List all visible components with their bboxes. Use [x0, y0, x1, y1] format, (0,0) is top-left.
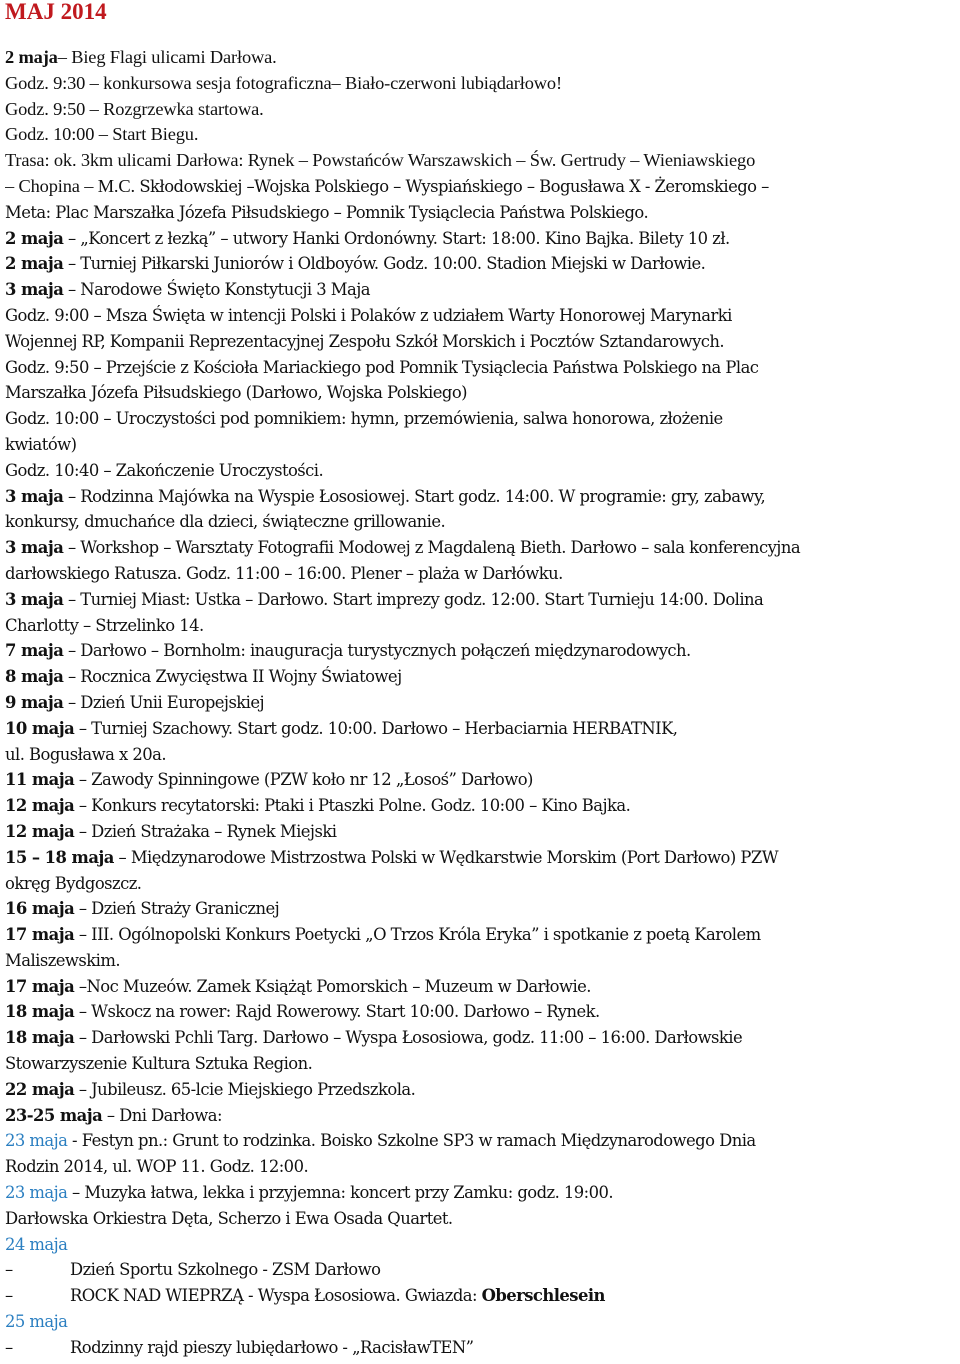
text-line	[5, 277, 957, 303]
text-line	[5, 148, 957, 174]
text-line	[5, 174, 957, 200]
line-text: – Turniej Szachowy. Start godz. 10:00. Darłowo – Herbaciarnia HERBATNIK,	[74, 718, 678, 738]
line-text: – Narodowe Święto Konstytucji 3 Maja	[63, 280, 370, 300]
line-text: – Konkurs recytatorski: Ptaki i Ptaszki Polne. Godz. 10:00 – Kino Bajka.	[74, 796, 631, 816]
date-label: 9 maja	[5, 692, 64, 712]
text-line	[5, 1257, 957, 1283]
text-line	[5, 1309, 957, 1335]
line-text: –Noc Muzeów. Zamek Książąt Pomorskich – Muzeum w Darłowie.	[74, 976, 591, 996]
dash-bullet: –	[5, 1337, 13, 1357]
date-label: 22 maja	[5, 1079, 75, 1099]
line-text: Godz. 9:50 – Rozgrzewka startowa.	[5, 98, 264, 119]
text-line	[5, 484, 957, 510]
line-text: – Darłowski Pchli Targ. Darłowo – Wyspa Łososiowa, godz. 11:00 – 16:00. Darłowskie	[74, 1028, 743, 1048]
line-text: – Darłowo – Bornholm: inauguracja turystycznych połączeń międzynarodowych.	[63, 641, 691, 661]
line-text: – Chopina – M.C.	[5, 175, 140, 196]
date-label: 23 maja	[5, 1131, 68, 1151]
text-line	[5, 432, 957, 458]
line-text: – Dzień Strażaka – Rynek Miejski	[74, 821, 337, 841]
text-line	[5, 329, 957, 355]
text-line	[5, 1180, 957, 1206]
line-text: – Dzień Unii Europejskiej	[63, 692, 265, 712]
text-line	[5, 845, 957, 871]
line-text: – Jubileusz. 65-lcie Miejskiego Przedszkola.	[74, 1079, 416, 1099]
date-label: 24 maja	[5, 1234, 68, 1254]
text-line	[5, 896, 957, 922]
spacer	[5, 25, 957, 45]
text-line	[5, 251, 957, 277]
text-line	[5, 819, 957, 845]
date-label: 10 maja	[5, 718, 75, 738]
line-text: – Turniej Miast: Ustka – Darłowo. Start imprezy godz. 12:00. Start Turnieju 14:00. Dolina	[63, 589, 764, 609]
text-line	[5, 742, 957, 768]
line-text: Maliszewskim.	[5, 950, 121, 970]
text-line	[5, 509, 957, 535]
date-label: 8 maja	[5, 667, 64, 687]
line-text: Darłowska Orkiestra Dęta, Scherzo i Ewa Osada Quartet.	[5, 1208, 453, 1228]
text-line	[5, 1232, 957, 1258]
date-label: 12 maja	[5, 796, 75, 816]
text-line	[5, 999, 957, 1025]
text-line	[5, 355, 957, 381]
line-text: – Zawody Spinningowe (PZW koło nr 12 „Łosoś” Darłowo)	[74, 770, 533, 790]
line-text: – Muzyka łatwa, lekka i przyjemna: koncert przy Zamku: godz. 19:00.	[67, 1183, 614, 1203]
line-text: – Dzień Straży Granicznej	[74, 899, 280, 919]
date-label: 25 maja	[5, 1312, 68, 1332]
line-text: Marszałka Józefa Piłsudskiego (Darłowo, Wojska Polskiego)	[5, 383, 467, 403]
line-text: Dzień Sportu Szkolnego - ZSM Darłowo	[70, 1260, 381, 1280]
line-text: Skłodowskiej –Wojska Polskiego – Wyspiańskiego – Bogusława X - Żeromskiego –	[139, 176, 769, 196]
line-text: Trasa: ok. 3km ulicami Darłowa: Rynek – Powstańców Warszawskich – Św. Gertrudy – Wieniawskiego	[5, 150, 756, 171]
text-line	[5, 45, 957, 71]
dash-bullet: –	[5, 1260, 13, 1280]
date-label: 23 maja	[5, 1183, 68, 1203]
date-label: 17 maja	[5, 925, 75, 945]
line-text: – III. Ogólnopolski Konkurs Poetycki „O Trzos Króla Eryka” i spotkanie z poetą Karolem	[74, 925, 761, 945]
line-text: – Dni Darłowa:	[102, 1105, 222, 1125]
line-text: – „Koncert z łezką” – utwory Hanki Ordonówny. Start: 18:00. Kino Bajka. Bilety 10 zł.	[63, 228, 730, 248]
text-line	[5, 793, 957, 819]
text-line	[5, 638, 957, 664]
date-label: 23-25 maja	[5, 1105, 103, 1125]
text-line	[5, 303, 957, 329]
page-title: MAJ 2014	[5, 0, 107, 24]
line-text: konkursy, dmuchańce dla dzieci, świąteczne grillowanie.	[5, 512, 446, 532]
text-line	[5, 716, 957, 742]
date-label: 18 maja	[5, 1002, 75, 1022]
text-line	[5, 226, 957, 252]
text-line	[5, 200, 957, 226]
line-text: Meta: Plac Marszałka Józefa Piłsudskiego – Pomnik Tysiąclecia Państwa Polskiego.	[5, 202, 649, 222]
date-label: 18 maja	[5, 1028, 75, 1048]
text-line	[5, 871, 957, 897]
text-line	[5, 767, 957, 793]
line-text: – Workshop – Warsztaty Fotografii Modowej z Magdaleną Bieth. Darłowo – sala konferencyjna	[63, 538, 801, 558]
dash-bullet: –	[5, 1286, 13, 1306]
line-text: okręg Bydgoszcz.	[5, 873, 142, 893]
text-line	[5, 613, 957, 639]
text-line	[5, 922, 957, 948]
line-text: kwiatów)	[5, 434, 77, 454]
line-text: – Wskocz na rower: Rajd Rowerowy. Start 10:00. Darłowo – Rynek.	[74, 1002, 600, 1022]
line-text: Rodzin 2014, ul. WOP 11. Godz. 12:00.	[5, 1157, 309, 1177]
text-line	[5, 1051, 957, 1077]
line-text: darłowskiego Ratusza. Godz. 11:00 – 16:00. Plener – plaża w Darłówku.	[5, 563, 563, 583]
line-text: Godz. 9:30 – konkursowa sesja fotograficzna– Biało-czerwoni lubiądarłowo!	[5, 72, 562, 93]
date-label: 11 maja	[5, 770, 75, 790]
date-label: 7 maja	[5, 641, 64, 661]
date-label: 3 maja	[5, 538, 64, 558]
text-line	[5, 1335, 957, 1361]
text-line	[5, 1283, 957, 1309]
line-text: Godz. 9:00 – Msza Święta w intencji Polski i Polaków z udziałem Warty Honorowej Marynarki	[5, 305, 732, 325]
line-text: ROCK NAD WIEPRZĄ - Wyspa Łososiowa. Gwiazda:	[70, 1286, 482, 1306]
line-text: Godz. 10:00 – Uroczystości pod pomnikiem: hymn, przemówienia, salwa honorowa, złożenie	[5, 409, 723, 429]
text-line	[5, 974, 957, 1000]
line-text: ul. Bogusława x 20a.	[5, 744, 166, 764]
text-line	[5, 97, 957, 123]
date-label: 3 maja	[5, 589, 64, 609]
text-line	[5, 458, 957, 484]
line-text: Wojennej RP, Kompanii Reprezentacyjnej Zespołu Szkół Morskich i Pocztów Sztandarowych.	[5, 331, 725, 351]
event-list	[5, 45, 957, 1361]
line-text: – Rodzinna Majówka na Wyspie Łososiowej. Start godz. 14:00. W programie: gry, zabawy,	[63, 486, 766, 506]
date-label: 12 maja	[5, 821, 75, 841]
date-label: 3 maja	[5, 280, 64, 300]
date-label: 15 – 18 maja	[5, 847, 114, 867]
line-text: – Międzynarodowe Mistrzostwa Polski w Wędkarstwie Morskim (Port Darłowo) PZW	[113, 847, 778, 867]
text-line	[5, 1154, 957, 1180]
text-line	[5, 122, 957, 148]
line-text: Stowarzyszenie Kultura Sztuka Region.	[5, 1054, 313, 1074]
text-line	[5, 1077, 957, 1103]
date-label: 2 maja	[5, 254, 64, 274]
line-text: Charlotty – Strzelinko 14.	[5, 615, 204, 635]
date-label: 17 maja	[5, 976, 75, 996]
text-line	[5, 948, 957, 974]
line-text: – Turniej Piłkarski Juniorów i Oldboyów. Godz. 10:00. Stadion Miejski w Darłowie.	[63, 254, 706, 274]
line-text: – Rocznica Zwycięstwa II Wojny Światowej	[63, 667, 402, 687]
text-line	[5, 587, 957, 613]
text-line	[5, 535, 957, 561]
text-line	[5, 380, 957, 406]
text-line	[5, 1025, 957, 1051]
line-text: – Bieg Flagi ulicami Darłowa.	[57, 47, 277, 67]
text-line	[5, 1128, 957, 1154]
document-page	[5, 0, 957, 1361]
text-line	[5, 561, 957, 587]
date-label: 3 maja	[5, 486, 64, 506]
line-text: - Festyn pn.: Grunt to rodzinka. Boisko Szkolne SP3 w ramach Międzynarodowego Dnia	[67, 1131, 756, 1151]
date-label: 2 maja	[5, 47, 58, 67]
line-text: Godz. 10:00 – Start Biegu.	[5, 124, 199, 145]
line-text: Godz. 10:40 – Zakończenie Uroczystości.	[5, 460, 324, 480]
text-line	[5, 406, 957, 432]
date-label: 16 maja	[5, 899, 75, 919]
date-label: Oberschlesein	[481, 1286, 605, 1306]
line-text: Godz. 9:50 – Przejście z Kościoła Mariackiego pod Pomnik Tysiąclecia Państwa Polskiego na Plac	[5, 357, 759, 377]
text-line	[5, 690, 957, 716]
text-line	[5, 71, 957, 97]
text-line	[5, 1206, 957, 1232]
text-line	[5, 664, 957, 690]
date-label: 2 maja	[5, 228, 64, 248]
text-line	[5, 1103, 957, 1129]
line-text: Rodzinny rajd pieszy lubiędarłowo - „RacisławTEN”	[70, 1337, 474, 1357]
